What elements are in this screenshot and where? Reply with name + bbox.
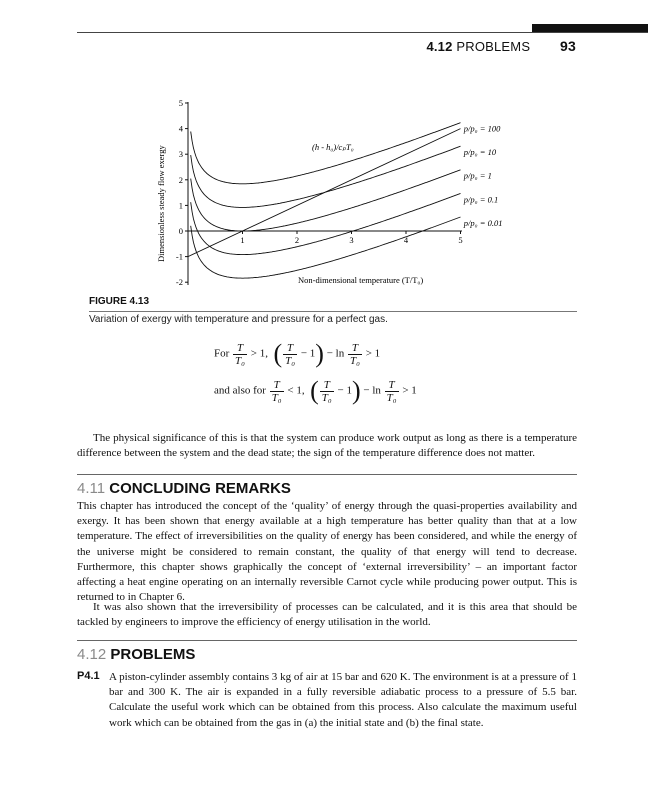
eq1-for: For (214, 347, 230, 360)
y-tick-label: 5 (178, 98, 183, 108)
running-head (426, 38, 576, 54)
section-411-rule (77, 474, 577, 475)
eq2-ln: − ln (363, 384, 381, 397)
enthalpy-annotation: (h - h₀)/cₚT₀ (312, 142, 354, 152)
x-tick-label: 2 (294, 235, 300, 245)
section-412-title: PROBLEMS (110, 646, 196, 663)
running-head-title: PROBLEMS (456, 39, 531, 54)
concluding-paragraph-2: It was also shown that the irreversibility of processes can be calculated, and it is this area that should be tackled by engineers to improve the efficiency of energy utilisation in the world. (77, 601, 577, 629)
y-tick-label: 0 (178, 226, 183, 236)
legend-label: p/p₀ = 1 (463, 170, 492, 181)
header-bar (532, 24, 648, 32)
legend-label: p/p₀ = 0.01 (463, 217, 503, 228)
eq2-minus1: − 1 (337, 384, 352, 397)
exergy-curve (191, 146, 461, 207)
eq2-gt1: > 1 (402, 384, 417, 397)
legend-label: p/p₀ = 10 (463, 147, 497, 158)
body-paragraph: The physical significance of this is that the system can produce work output as long as there is a temperature difference between the system and the dead state; the sign of the temperature difference does not matter. (77, 432, 577, 460)
eq1-frac-a: $\frac{T}{\text{T₀}}$ (235, 341, 245, 367)
y-tick-label: -1 (175, 251, 183, 262)
figure-caption: Variation of exergy with temperature and pressure for a perfect gas. (89, 314, 388, 325)
figure-rule (89, 311, 577, 312)
exergy-curve (191, 193, 461, 254)
eq1-frac-c: $\frac{T}{\text{T₀}}$ (349, 341, 360, 367)
legend-label: p/p₀ = 100 (463, 123, 501, 134)
eq2-frac-a: $\frac{T}{\text{T₀}}$ (271, 378, 282, 404)
eq2-frac-b: $\frac{T}{\text{T₀}}$ (321, 378, 332, 404)
x-axis-label: Non-dimensional temperature (T/T₀) (298, 275, 424, 285)
chart-svg (150, 92, 530, 297)
x-tick-label: 5 (458, 235, 463, 245)
exergy-curve (191, 217, 461, 278)
y-tick-label: 1 (178, 200, 183, 211)
eq1-gt1b: > 1 (365, 347, 381, 360)
y-tick-label: 3 (178, 149, 183, 160)
figure-label: FIGURE 4.13 (89, 296, 150, 307)
y-tick-label: 2 (178, 174, 183, 185)
section-411-heading (77, 480, 291, 497)
x-tick-label: 1 (240, 235, 245, 245)
problem-text: A piston-cylinder assembly contains 3 kg of air at 15 bar and 620 K. The environment is at a pressure of 1 bar and 300 K. The air is expanded in a fully reversible adiabatic process to a pressure of 5.5 bar. Calculate the useful work which can be obtained from this process. Also calculate the maximum useful work which can be obtained from the gas in (a) the initial state and (b) the final state. (109, 671, 577, 729)
eq1-minus1: − 1 (300, 347, 316, 360)
header-rule (77, 32, 648, 33)
eq1-gt1: > 1, (250, 347, 268, 360)
legend-label: p/p₀ = 0.1 (463, 194, 499, 205)
section-411-number: 4.11 (77, 480, 106, 497)
section-411-title: CONCLUDING REMARKS (109, 480, 291, 497)
running-head-section: 4.12 (426, 39, 453, 54)
equation-2: and also for $\frac{T}{\text{T₀}}$ < 1, ( $\frac{T}{\text{T₀}}$ − 1) − ln $\frac{T}{\text{T₀}}$ > 1 (214, 376, 417, 405)
page-number: 93 (560, 38, 576, 54)
eq2-frac-c: $\frac{T}{\text{T₀}}$ (386, 378, 397, 404)
section-412-number: 4.12 (77, 646, 107, 663)
y-tick-label: 4 (178, 123, 183, 134)
section-412-rule (77, 640, 577, 641)
y-tick-label: -2 (175, 277, 183, 288)
section-412-heading (77, 646, 195, 663)
problem-label: P4.1 (77, 670, 100, 682)
eq1-ln: − ln (326, 347, 345, 360)
x-tick-label: 4 (403, 235, 409, 245)
eq2-and: and also for (214, 384, 266, 397)
eq1-frac-b: $\frac{T}{\text{T₀}}$ (285, 341, 296, 367)
x-tick-label: 3 (349, 235, 354, 245)
y-axis-label: Dimensionless steady flow exergy (156, 145, 166, 262)
eq2-lt1: < 1, (287, 384, 305, 397)
exergy-curve (191, 170, 461, 231)
concluding-paragraph-1: This chapter has introduced the concept of the ‘quality’ of energy through the quasi-properties availability and exergy. It has been shown that energy available at a high temperature has better quality than that at a low temperature. The effect of irreversibilities on the quality of energy has been considered, and while the energy of the universe might be considered to remain constant, the quality of that energy will tend to decrease. Furthermore, this chapter shows graphically the concept of ‘external irreversibility’ – an important factor affecting a heat engine operating on an internally reversible Carnot cycle while producing power output. This is returned to in Chapter 6. (77, 500, 577, 604)
exergy-curve (191, 123, 461, 184)
equation-1: For $\frac{T}{\text{T₀}}$ > 1, ( $\frac{T}{\text{T₀}}$ − 1) − ln $\frac{T}{\text{T₀}}$ > 1 (214, 339, 381, 368)
exergy-chart (150, 92, 530, 297)
